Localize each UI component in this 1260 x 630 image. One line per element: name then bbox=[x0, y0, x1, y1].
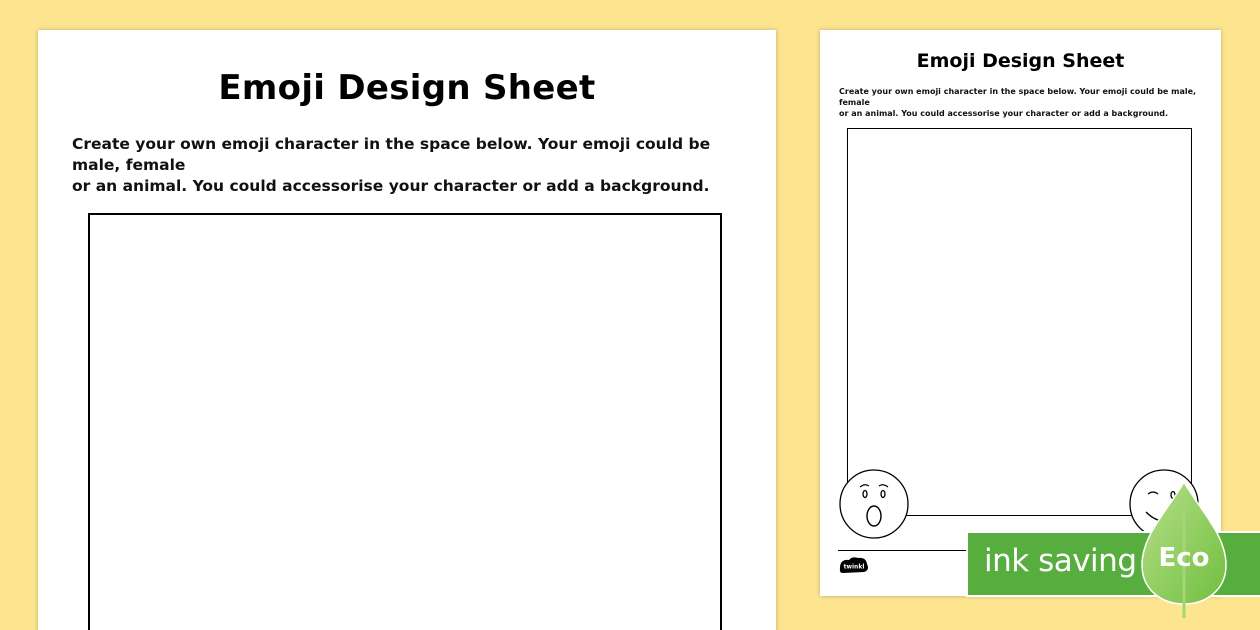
twinkl-logo-icon bbox=[838, 556, 870, 574]
instruction-line-2-small: or an animal. You could accessorise your character or add a background. bbox=[839, 109, 1169, 118]
ink-saving-text: ink saving bbox=[984, 543, 1137, 579]
sheet-instructions-small bbox=[839, 86, 1211, 119]
surprised-emoji-icon bbox=[838, 468, 910, 540]
sheet-title-small: Emoji Design Sheet bbox=[916, 50, 1125, 72]
drawing-box bbox=[88, 213, 722, 630]
worksheet-preview-large bbox=[38, 30, 776, 630]
instruction-line-1: Create your own emoji character in the space below. Your emoji could be male, female bbox=[72, 135, 711, 174]
instruction-line-1-small: Create your own emoji character in the space below. Your emoji could be male, female bbox=[839, 87, 1197, 107]
logo-text: twinkl bbox=[843, 563, 865, 571]
instruction-line-2: or an animal. You could accessorise your character or add a background. bbox=[72, 177, 710, 195]
eco-label: Eco bbox=[1158, 543, 1210, 573]
drawing-box-small bbox=[847, 128, 1192, 516]
sheet-title: Emoji Design Sheet bbox=[218, 68, 596, 108]
sheet-instructions bbox=[72, 134, 762, 197]
